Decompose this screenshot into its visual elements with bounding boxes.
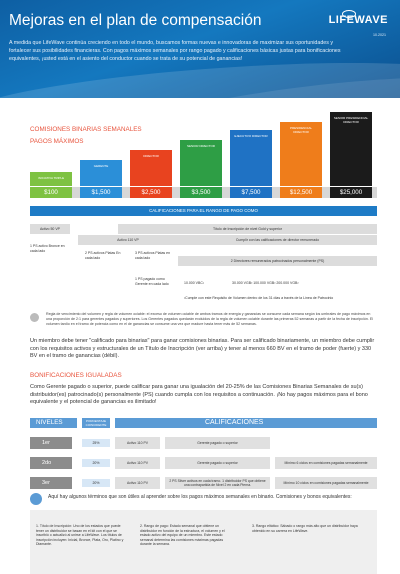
rank-bar	[180, 140, 222, 186]
req-2: Gerente pagado o superior	[165, 457, 270, 469]
term-3: 3. Rango eltático: Sábado o rango más alto que un distribuidor haya obtenido en su carrera en LifeWave.	[252, 524, 358, 533]
binary-qualified-paragraph: Un miembro debe tener "calificado para binarias" para ganar comisiones binarias. Para ser calificado binariamente, un miembro debe cumplir con los requisitos activos y estructurales de un Título de Inscripción (ver arriba) y tener al menos 660 BV en el tramo de poder (fuerte) y 330 BV en el tramo de ganancias (débil).	[30, 338, 375, 359]
req-1: Gerente pagado o superior	[165, 437, 270, 449]
rank-max-payout: $1,500	[80, 187, 122, 198]
qual-vbc: 10.000 VBC¹	[184, 281, 205, 285]
rank-bar	[30, 172, 72, 186]
extra-3: Mínimo 10 ciclos en comisiones pagadas semanalmente	[275, 477, 377, 489]
rank-max-payout: $100	[30, 187, 72, 198]
rank-bar	[230, 130, 272, 186]
qual-3ps-platas: 3 PS activos Platas en cada lado	[135, 251, 171, 260]
rank-label: SENIOR DIRECTOR	[187, 144, 215, 148]
rank-max-payout: $25,000	[330, 187, 372, 198]
info-icon	[30, 313, 39, 322]
term-2: 2. Rango de pago: Estado semanal que obtiene un distribuidor en función de la estructura, el volumen y el estado activo del equipo de un miembro. Este estado semanal determina las comisiones máximas pagadas durante la semana.	[140, 524, 225, 547]
req-3: 2 PS Silver activos en cada tramo. 1 distribuidor PS que obtiene una contrapartida de Nivel 2 en cada Pierna.	[165, 477, 270, 489]
rank-max-payout: $7,500	[230, 187, 272, 198]
qual-1ps-gerente: 1 PS pagado como Gerente en cada lado	[135, 277, 169, 286]
qual-1ps-bronce: 1 PS activo Bronce en cada lado	[30, 244, 65, 253]
lifewave-logo: LIFEWAVE	[328, 14, 388, 26]
qual-titulo-gold: Título de Inscripción de nivel Gold y superior	[118, 224, 377, 234]
rank-bar	[330, 112, 372, 186]
lightbulb-icon	[30, 493, 42, 505]
qual-activo-110: Activo 110 VP	[78, 235, 178, 245]
page-title: Mejoras en el plan de compensación	[9, 12, 262, 29]
rank-label: GERENTE	[93, 164, 109, 168]
extra-2: Mínimo 6 ciclos en comisiones pagadas semanalmente	[275, 457, 377, 469]
qual-2ps-platas: 2 PS activos Platas En cada lado	[85, 251, 121, 260]
intro-paragraph: A medida que LifeWave continúa creciendo en todo el mundo, buscamos formas nuevas e innovadoras de maximizar sus oportunidades y fortalecer sus posibilidades financieras. Con pagos máximos semanales por rango pagado y calificaciones básicas justas para bonificaciones equivalentes, ¡usted está en el asiento del conductor cuando se trata de su potencial de ganancias!	[9, 40, 341, 63]
rank-max-payout: $12,500	[280, 187, 322, 198]
rank-label: SENIOR PRESIDENCIAL DIRECTOR	[333, 116, 369, 124]
header-banner	[0, 0, 400, 98]
level-2: 2do	[30, 457, 72, 469]
rank-max-payout: $2,500	[130, 187, 172, 198]
qual-2-directores: 2 Directores remunerados patrocinados personalmente (PS)	[178, 256, 377, 266]
pct-2: 20%	[82, 459, 110, 467]
active-1: Activo 110 PV	[115, 437, 160, 449]
level-3: 3er	[30, 477, 72, 489]
rank-max-payout: $3,500	[180, 187, 222, 198]
qual-director-remunerado: Cumplir con las calificaciones de director remunerado	[178, 235, 377, 245]
document-date: 10.2021	[373, 33, 386, 37]
rank-label: DIRECTOR	[143, 154, 159, 158]
qual-vgb: 30.000 VGB² 100.000 VGB² 200.000 VGB²	[232, 281, 299, 285]
term-1: 1. Título de Inscripción: Uno de los estados que puede tener un distribuidor se basan en el kit con el que se inscribió o actualizó al unirse a LifeWave. Los títulos de inscripción incluyen: Inicial, Bronce, Plata, Oro, Platino y Diamante.	[36, 524, 124, 547]
rank-label: INICIATIVA TRIPLE	[37, 176, 65, 180]
qual-footnote: ¹Cumple con este Requisito de Volumen dentro de los 31 días a través de la Línea de Patrocinio	[184, 296, 334, 300]
rank-bar	[130, 150, 172, 186]
rank-label: EJECUTIVO DIRECTOR	[234, 134, 268, 138]
terms-intro: Aquí hay algunos términos que son útiles al aprender sobre los pagos máximos semanales en binario. Comisiones y bonos equivalentes:	[48, 494, 352, 500]
rank-label: PRESIDENCIAL DIRECTOR	[289, 126, 312, 134]
matching-title: BONIFICACIONES IGUALADAS	[30, 372, 122, 379]
binary-title: COMISIONES BINARIAS SEMANALES	[30, 126, 142, 133]
rank-bar	[80, 160, 122, 186]
qualifications-header: CALIFICACIONES PARA EL RANGO DE PAGO COMO	[30, 206, 377, 216]
header-calificaciones: CALIFICACIONES	[115, 418, 377, 428]
rank-bar	[280, 122, 322, 186]
active-3: Activo 110 PV	[115, 477, 160, 489]
pct-3: 20%	[82, 479, 110, 487]
level-1: 1er	[30, 437, 72, 449]
header-porcentaje: PORCENTAJE COINCIDENTE	[82, 418, 110, 428]
pct-1: 25%	[82, 439, 110, 447]
qual-activo-50: Activo 50 VP	[30, 224, 70, 234]
active-2: Activo 110 PV	[115, 457, 160, 469]
header-niveles: NIVELES	[30, 418, 77, 428]
matching-intro: Como Gerente pagado o superior, puede calificar para ganar una igualación del 20-25% de las Comisiones Binarias Semanales de su(s) distribuidor(es) patrocinado(s) personalmente (PS) cuando cumpla con los requisitos a continuación. ¡No hay pagos máximos para el bono equivalente y el potencial de ganancias es ilimitado!	[30, 384, 368, 405]
binary-subtitle: PAGOS MÁXIMOS	[30, 138, 84, 145]
volume-rule-note: Regla de vencimiento del volumen y regla de volumen ociable: el exceso de volumen ociable de ambos tramos de energía y ganancias se consume cada semana según los umbrales de pago máximos en una proporción de 2:1 para gerentes pagados y superiores. Los Gerentes pagados quedarán excluidos de la regla de volumen ociable durante las primeras 52 semanas a partir de la fecha de inscripción. El volumen tardío en el tramo de potencia como en el de ganancias se consume una vez que madure hasta tener más de 52 semanas.	[46, 312, 374, 326]
